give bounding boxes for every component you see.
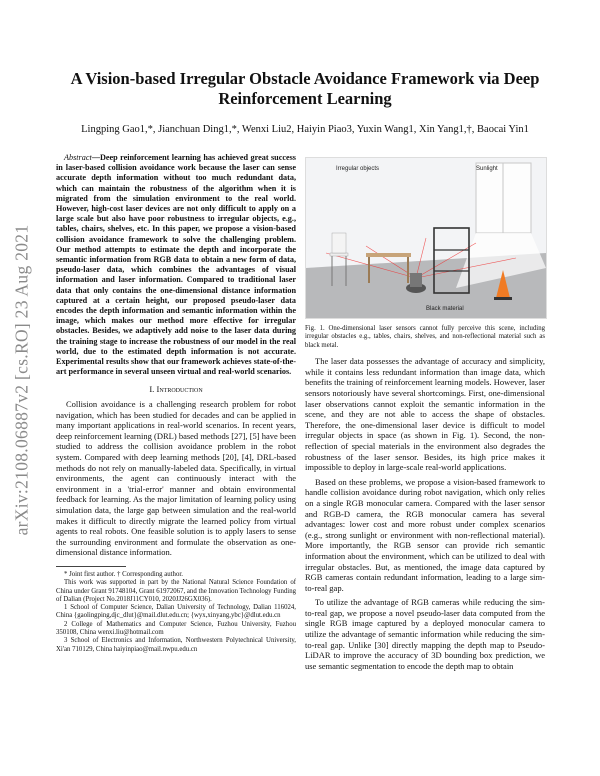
figure-1 [305,157,547,319]
figure-label-material: Black material [426,306,464,312]
left-column [56,153,296,654]
paragraph-1: The laser data possesses the advantage of accuracy and simplicity, while it contains less redundant information than image data, which benefits the training of reinforcement learning models. However, laser sensors notoriously have several shortcomings. First, one-dimensional laser observations cannot exploit the semantic information in the scene, and they are not able to access the shape of obstacles. Therefore, the one-dimensional laser device is difficult to model irregular objects in space (as shown in Fig. 1). Second, the non-reflection of special materials in the environment also degrades the robustness of the laser sensor. Besides, its high price makes it impossible to deploy in large-scale real-world applications. [305,356,545,473]
figure-label-objects: Irregular objects [336,166,380,172]
paragraph-3: To utilize the advantage of RGB cameras while reducing the sim-to-real gap, we propose a novel pseudo-laser data computed from the single RGB image captured by a deployed monocular camera to utilize the advantage of semantic information while reducing the sim-to-real gap. Unlike [30] directly mapping the depth map to Pseudo-LiDAR to improve the accuracy of 3D bounding box prediction, we use semantic segmentation to encode the depth map to obtain [305,597,545,671]
right-column [305,153,545,671]
abstract-text: —Deep reinforcement learning has achieved great success in laser-based collision avoidance work because the laser can sense accurate depth information without too much redundant data, which can maintain the robustness of the algorithm when it is migrated from the simulation environment to the real world. However, high-cost laser devices are not only difficult to apply on a large scale but also have poor robustness to irregular objects, e.g., tables, chairs, shelves, etc. In this paper, we propose a vision-based collision avoidance framework to solve the challenging problem. Our method attempts to estimate the depth and incorporate the semantic information from RGB data to obtain a new form of data, pseudo-laser data, which combines the advantages of visual information and laser information. Compared to traditional laser data that only contains the one-dimensional distance information captured at a certain height, our proposed pseudo-laser data encodes the depth information and semantic information within the image, which makes our method more effective for irregular obstacles. Besides, we adaptively add noise to the laser data during the training stage to increase the robustness of our model in the real world, due to the estimated depth information is not accurate. Experimental results show that our framework achieves state-of-the-art performance in several unseen virtual and real-world scenarios. [56,153,296,377]
footnote-rule [56,566,126,567]
footnote-1: * Joint first author. † Corresponding author. [64,570,183,578]
scene-illustration [306,158,546,318]
abstract [56,153,296,377]
paper-title: A Vision-based Irregular Obstacle Avoidance Framework via Deep Reinforcement Learning [70,69,540,108]
abstract-label: Abstract [64,153,92,162]
footnote-5: 3 School of Electronics and Information, Northwestern Polytechnical University, Xi'an 710129, China haiyinpiao@mail.nwpu.edu.cn [56,637,296,653]
figure-caption: Fig. 1. One-dimensional laser sensors cannot fully perceive this scene, including irregular obstacles e.g., tables, chairs, shelves, and non-reflectional material such as black metal. [305,325,545,349]
author-list: Lingping Gao1,*, Jianchuan Ding1,*, Wenxi Liu2, Haiyin Piao3, Yuxin Wang1, Xin Yang1,†, Baocai Yin1 [81,124,529,135]
arxiv-stamp: arXiv:2108.06887v2 [cs.RO] 23 Aug 2021 [11,224,32,536]
footnote-4: 2 College of Mathematics and Computer Science, Fuzhou University, Fuzhou 350108, China wenxi.liu@hotmail.com [56,620,296,637]
section-heading: I. Introduction [149,384,203,395]
intro-paragraph: Collision avoidance is a challenging research problem for robot navigation, which has been studied for decades and can be applied in many important applications in real-world scenarios. In recent years, deep reinforcement learning (DRL) based methods [27], [5] have been studied to address the collision avoidance problem in the robot system. Compared with deep learning methods [20], [4], DRL-based methods do not rely on manually-labeled data. Specifically, in virtual environments, the agent can continuously interact with the environment in a 'trial-error' manner and obtain environmental feedback for learning. As the major limitation of learning policy using simulation data, the large gap between simulation and the real-world makes it difficult to directly migrate the learned policy from virtual agents to real robots. One feasible solution is to apply lasers to sense the surrounding environment and formulate the observation as one-dimensional distance information. [56,399,296,558]
figure-label-sunlight: Sunlight [476,166,498,172]
footnote-3: 1 School of Computer Science, Dalian University of Technology, Dalian 116024, China {gaolingping,djc_dlut}@mail.dlut.edu.cn; {wyx,xinyang,ybc}@dlut.edu.cn [56,604,296,620]
paragraph-2: Based on these problems, we propose a vision-based framework to handle collision avoidance during robot navigation, which only relies on a single RGB monocular camera. Compared with the laser sensor and RGB-D camera, the RGB monocular camera has several advantages: lower cost and more robust under complex scenarios (e.g., strong sunlight or environment with non-reflectional material). More importantly, the RGB sensor can provide rich semantic information about the environment, which can be utilized to deal with irregular obstacles. But, as mentioned, the image data captured by RGB cameras contain redundant information, leading to a large sim-to-real gap. [305,476,545,593]
footnote-2: This work was supported in part by the National Natural Science Foundation of China under Grant 91748104, Grant 61972067, and the Innovation Technology Funding of Dalian (Project No.2018J11CY010, 2020JJ26GX036). [56,579,296,603]
